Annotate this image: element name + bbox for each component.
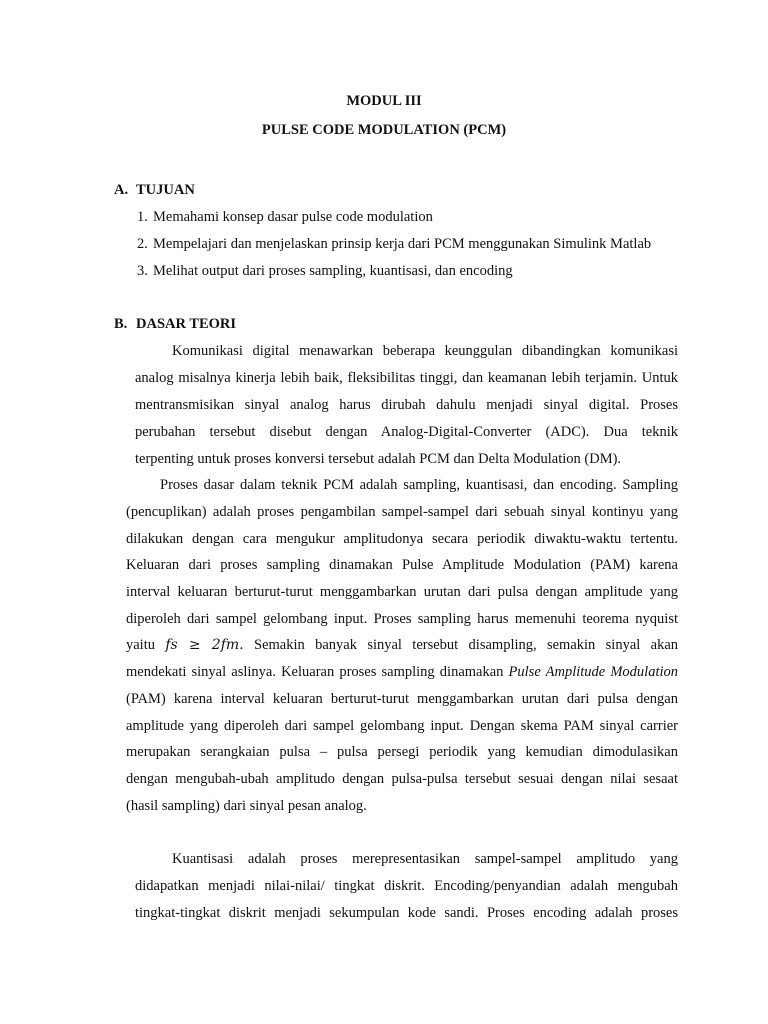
section-a-letter: A. (114, 182, 129, 198)
italic-term: Pulse Amplitude Modulation (508, 664, 679, 680)
objective-item (137, 236, 651, 253)
paragraph-line: (pencuplikan) adalah proses pengambilan sampel-sampel dari sebuah sinyal kontinyu yang (126, 504, 678, 520)
paragraph-line-italic (126, 664, 678, 681)
paragraph-line: interval keluaran berturut-turut menggambarkan urutan dari pulsa dengan amplitude yang (126, 584, 678, 600)
objective-number: 1. (137, 209, 148, 225)
paragraph-line: perubahan tersebut disebut dengan Analog-Digital-Converter (ADC). Dua teknik (135, 424, 678, 440)
paragraph-line: dilakukan dengan cara mengukur amplitudonya secara periodik diwaktu-waktu tertentu. (126, 531, 678, 547)
section-a-heading (114, 182, 195, 199)
objective-text: Melihat output dari proses sampling, kuantisasi, dan encoding (153, 263, 513, 279)
italic-prefix: mendekati sinyal aslinya. Keluaran proses sampling dinamakan (126, 664, 504, 680)
paragraph-line: (hasil sampling) dari sinyal pesan analog. (126, 798, 367, 814)
section-b-letter: B. (114, 316, 128, 332)
objective-item (137, 263, 513, 280)
objective-text: Mempelajari dan menjelaskan prinsip kerja dari PCM menggunakan Simulink Matlab (153, 236, 652, 252)
module-number: MODUL III (346, 93, 422, 109)
paragraph-line: Keluaran dari proses sampling dinamakan Pulse Amplitude Modulation (PAM) karena (126, 557, 678, 573)
paragraph-line: diperoleh dari sampel gelombang input. Proses sampling harus memenuhi teorema nyquist (126, 611, 678, 627)
paragraph-line: analog misalnya kinerja lebih baik, fleksibilitas tinggi, dan keamanan lebih terjamin. Untuk (135, 370, 678, 386)
paragraph-line: amplitude yang diperoleh dari sampel gelombang input. Dengan skema PAM sinyal carrier (126, 718, 678, 734)
objective-number: 3. (137, 263, 148, 279)
paragraph-line-formula (126, 637, 678, 654)
paragraph-line: (PAM) karena interval keluaran berturut-turut menggambarkan urutan dari pulsa dengan (126, 691, 678, 707)
paragraph-line: Proses dasar dalam teknik PCM adalah sampling, kuantisasi, dan encoding. Sampling (160, 477, 678, 493)
objective-item (137, 209, 433, 226)
nyquist-formula: fs ≥ 2fm. (165, 637, 244, 653)
paragraph-line: tingkat-tingkat diskrit menjadi sekumpulan kode sandi. Proses encoding adalah proses (135, 905, 678, 921)
section-a-title: TUJUAN (136, 182, 195, 198)
paragraph-line: dengan mengubah-ubah amplitudo dengan pulsa-pulsa tersebut sesuai dengan nilai sesaat (126, 771, 678, 787)
paragraph-line: terpenting untuk proses konversi tersebut adalah PCM dan Delta Modulation (DM). (135, 451, 622, 467)
section-b-heading (114, 316, 236, 333)
formula-prefix: yaitu (126, 637, 155, 653)
objective-number: 2. (137, 236, 148, 252)
objective-text: Memahami konsep dasar pulse code modulation (153, 209, 433, 225)
formula-suffix: Semakin banyak sinyal tersebut disampling, semakin sinyal akan (254, 637, 679, 653)
paragraph-line: Kuantisasi adalah proses merepresentasikan sampel-sampel amplitudo yang (172, 851, 678, 867)
paragraph-line: mentransmisikan sinyal analog harus dirubah dahulu menjadi sinyal digital. Proses (135, 397, 678, 413)
paragraph-line: didapatkan menjadi nilai-nilai/ tingkat diskrit. Encoding/penyandian adalah mengubah (135, 878, 678, 894)
module-title: PULSE CODE MODULATION (PCM) (261, 122, 507, 138)
paragraph-line: Komunikasi digital menawarkan beberapa keunggulan dibandingkan komunikasi (172, 343, 678, 359)
section-b-title: DASAR TEORI (136, 316, 237, 332)
paragraph-line: merupakan serangkaian pulsa – pulsa persegi periodik yang kemudian dimodulasikan (126, 744, 678, 760)
